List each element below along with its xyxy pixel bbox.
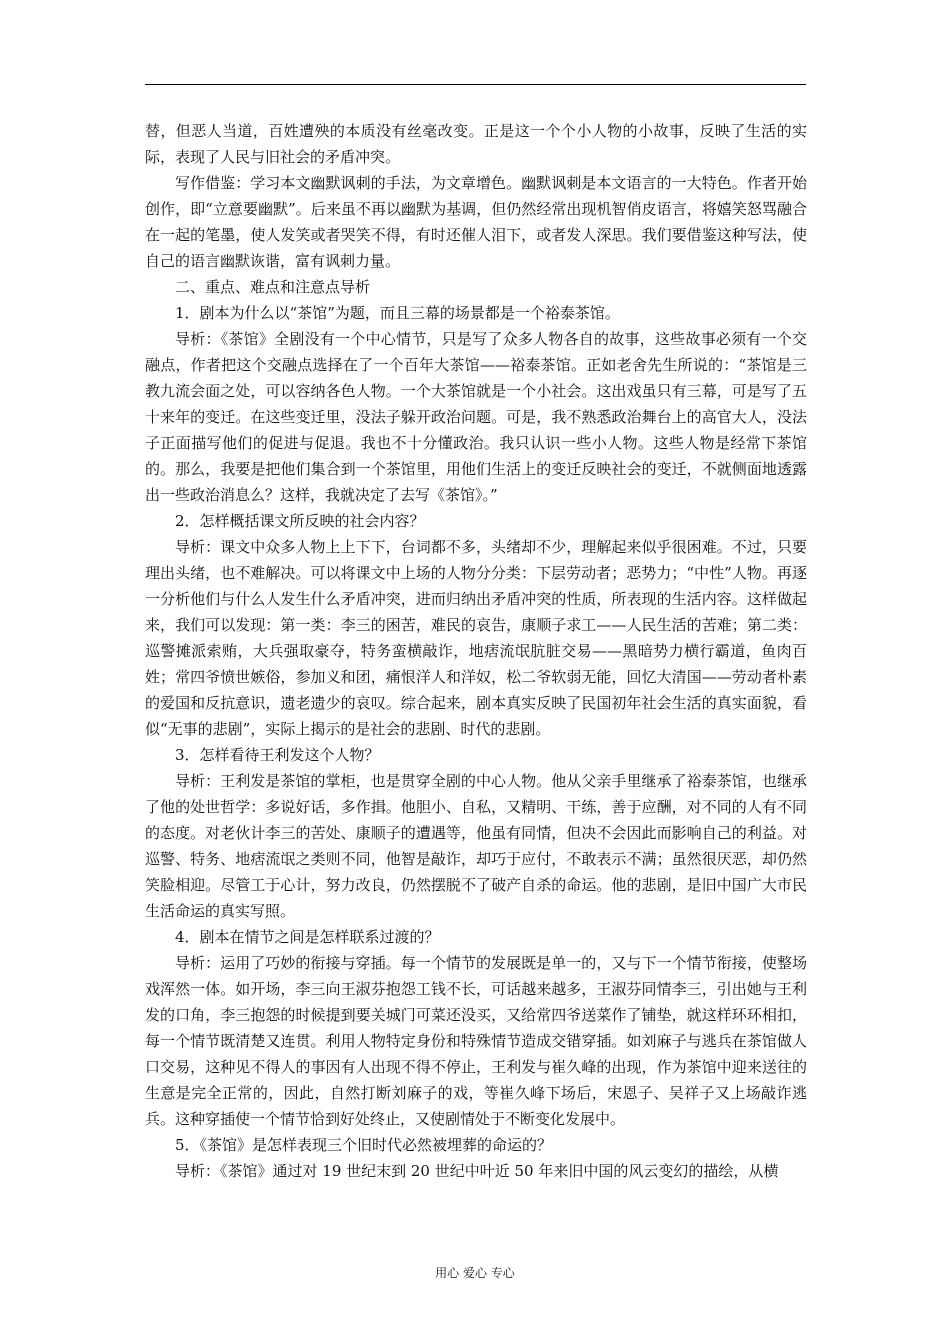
question-heading: 4．剧本在情节之间是怎样联系过渡的？	[175, 928, 440, 946]
paragraph: 替，但恶人当道，百姓遭殃的本质没有丝毫改变。正是这一个个小人物的小故事，反映了生活的实际，表现了人民与旧社会的矛盾冲突。	[145, 122, 807, 166]
paragraph: 导析：王利发是茶馆的掌柜，也是贯穿全剧的中心人物。他从父亲手里继承了裕泰茶馆，也继承了他的处世哲学：多说好话，多作揖。他胆小、自私，又精明、干练，善于应酬，对不同的人有不同的态度。对老伙计李三的苦处、康顺子的遭遇等，他虽有同情，但决不会因此而影响自己的利益。对巡警、特务、地痞流氓之类则不同，他智是敲诈，却巧于应付，不敢表示不满；虽然很厌恶，却仍然笑脸相迎。尽管工于心计，努力改良，仍然摆脱不了破产自杀的命运。他的悲剧，是旧中国广大市民生活命运的真实写照。	[145, 772, 807, 920]
question-heading: 3．怎样看待王利发这个人物？	[175, 746, 380, 764]
section-heading: 二、重点、难点和注意点导析	[175, 278, 371, 296]
paragraph: 导析：课文中众多人物上上下下，台词都不多，头绪却不少，理解起来似乎很困难。不过，只要理出头绪，也不难解决。可以将课文中上场的人物分分类：下层劳动者；恶势力；“中性”人物。再逐一分析他们与什么人发生什么矛盾冲突，进而归纳出矛盾冲突的性质，所表现的生活内容。这样做起来，我们可以发现：第一类：李三的困苦，难民的哀告，康顺子求工——人民生活的苦难；第二类：巡警摊派索贿，大兵强取豪夺，特务蛮横敲诈，地痞流氓肮脏交易——黑暗势力横行霸道，鱼肉百姓；常四爷愤世嫉俗，参加义和团，痛恨洋人和洋奴，松二爷软弱无能，回忆大清国——劳动者朴素的爱国和反抗意识，遗老遗少的哀叹。综合起来，剧本真实反映了民国初年社会生活的真实面貌，看似“无事的悲剧”，实际上揭示的是社会的悲剧、时代的悲剧。	[145, 538, 807, 738]
page-footer: 用心 爱心 专心	[435, 1266, 515, 1280]
paragraph: 导析：《茶馆》通过对 19 世纪末到 20 世纪中叶近 50 年来旧中国的风云变幻的描绘，从横	[175, 1162, 779, 1180]
document-body	[145, 118, 807, 1184]
question-heading: 5．《茶馆》是怎样表现三个旧时代必然被埋葬的命运的？	[175, 1136, 553, 1154]
paragraph: 导析：《茶馆》全剧没有一个中心情节，只是写了众多人物各自的故事，这些故事必须有一个交融点，作者把这个交融点选择在了一个百年大茶馆——裕泰茶馆。正如老舍先生所说的：“茶馆是三教九流会面之处，可以容纳各色人物。一个大茶馆就是一个小社会。这出戏虽只有三幕，可是写了五十来年的变迁。在这些变迁里，没法子躲开政治问题。可是，我不熟悉政治舞台上的高官大人，没法子正面描写他们的促进与促退。我也不十分懂政治。我只认识一些小人物。这些人物是经常下茶馆的。那么，我要是把他们集合到一个茶馆里，用他们生活上的变迁反映社会的变迁，不就侧面地透露出一些政治消息么？这样，我就决定了去写《茶馆》。”	[145, 330, 807, 504]
header-rule	[145, 84, 806, 85]
question-heading: 1．剧本为什么以“茶馆”为题，而且三幕的场景都是一个裕泰茶馆。	[175, 304, 620, 322]
paragraph: 写作借鉴：学习本文幽默讽刺的手法，为文章增色。幽默讽刺是本文语言的一大特色。作者开始创作，即“立意要幽默”。后来虽不再以幽默为基调，但仍然经常出现机智俏皮语言，将嬉笑怒骂融合在一起的笔墨，使人发笑或者哭笑不得，有时还催人泪下，或者发人深思。我们要借鉴这种写法，使自己的语言幽默诙谐，富有讽刺力量。	[145, 174, 807, 270]
question-heading: 2．怎样概括课文所反映的社会内容？	[175, 512, 425, 530]
paragraph: 导析：运用了巧妙的衔接与穿插。每一个情节的发展既是单一的，又与下一个情节衔接，使整场戏浑然一体。如开场，李三向王淑芬抱怨工钱不长，可话越来越多，王淑芬同情李三，引出她与王利发的口角，李三抱怨的时候提到要关城门可菜还没买，又给常四爷送菜作了铺垫，就这样环环相扣，每一个情节既清楚又连贯。利用人物特定身份和特殊情节造成交错穿插。如刘麻子与逃兵在茶馆做人口交易，这种见不得人的事因有人出现不得不停止，王利发与崔久峰的出现，作为茶馆中迎来送往的生意是完全正常的，因此，自然打断刘麻子的戏，等崔久峰下场后，宋恩子、吴祥子又上场敲诈逃兵。这种穿插使一个情节恰到好处终止，又使剧情处于不断变化发展中。	[145, 954, 807, 1128]
